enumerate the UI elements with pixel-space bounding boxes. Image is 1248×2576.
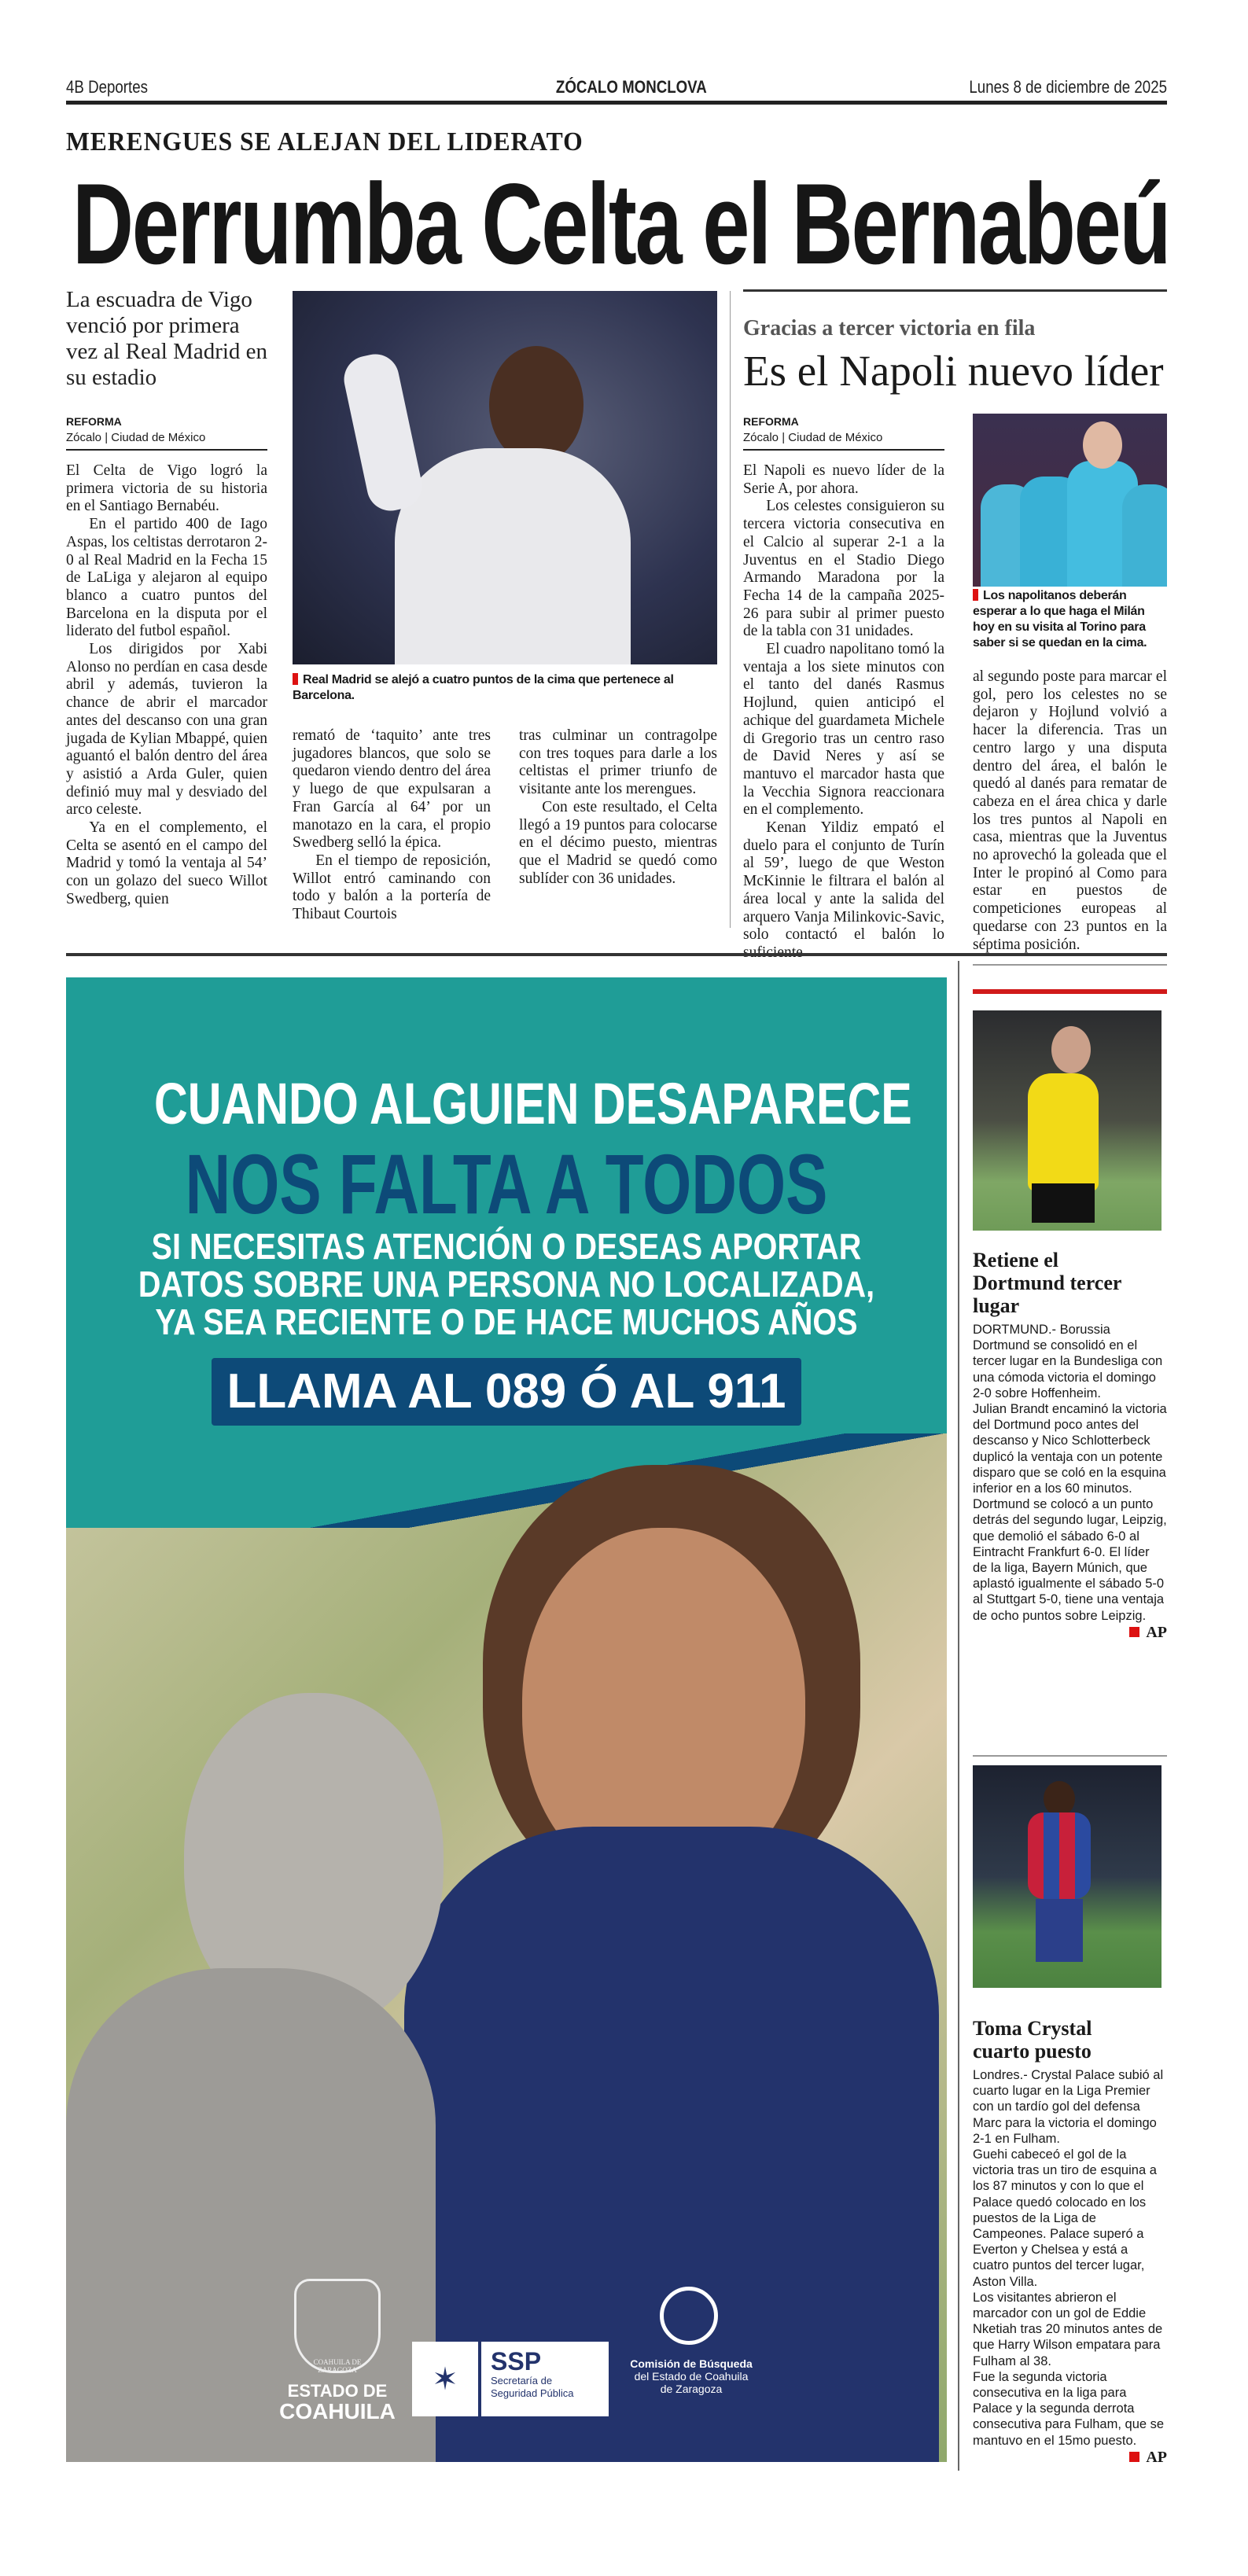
napoli-title: Es el Napoli nuevo líder — [743, 347, 1164, 395]
main-col-1 — [66, 462, 267, 909]
newspaper-name: ZÓCALO MONCLOVA — [555, 77, 707, 97]
paragraph: El cuadro napolitano tomó la ventaja a los siete minutos con el tanto del danés Rasmus Hojlund, quien anticipó el achique del guardameta Michele di Gregorio tras un centro raso de David Neres y así se mantuvo el marcador hasta que la Vecchia Signora reaccionara en el complemento. — [743, 641, 944, 819]
logo-line: Comisión de Búsqueda — [630, 2357, 753, 2370]
paragraph: remató de ‘taquito’ ante tres jugadores blancos, que solo se quedaron viendo dentro del área y luego de que expulsaran a Fran García al 64’ por un manotazo en la cara, el propio Swedberg selló la épica. — [293, 727, 491, 852]
main-photo-caption — [293, 672, 721, 704]
section-rule — [66, 953, 1167, 956]
paragraph: tras culminar un contragolpe con tres toques para darle a los celtistas el primer triunfo de visitante ante los merengues. — [519, 727, 717, 798]
napoli-byline — [743, 415, 944, 451]
column-divider — [730, 291, 731, 928]
logo-line: ESTADO DE — [287, 2381, 388, 2401]
story-body — [973, 2067, 1167, 2449]
paragraph: Los dirigidos por Xabi Alonso no perdían en casa desde abril y además, tuvieron la chance de abrir el marcador antes del descanso con una gran jugada de Kylian Mbappé, quien aguantó el balón dentro del área y asistió a Arda Guler, quien definió muy mal y desviado del arco celeste. — [66, 641, 267, 819]
issue-date: Lunes 8 de diciembre de 2025 — [969, 77, 1167, 97]
logo-estado-coahuila — [263, 2381, 412, 2422]
sidebar-accent-rule — [973, 989, 1167, 994]
napoli-photo-caption — [973, 588, 1167, 651]
paragraph: Los visitantes abrieron el marcador con un gol de Eddie Nketiah tras 20 minutos antes de que Harry Wilson empatara para Fulham al 38. — [973, 2290, 1163, 2368]
logo-line: de Zaragoza — [660, 2383, 723, 2395]
main-col-3 — [519, 727, 717, 888]
main-byline — [66, 415, 267, 451]
credit-text: AP — [1146, 1623, 1167, 1641]
sidebar-story-dortmund — [973, 1249, 1167, 1642]
credit-marker — [1129, 2452, 1139, 2462]
ad-body-line: DATOS SOBRE UNA PERSONA NO LOCALIZADA, — [138, 1264, 875, 1305]
ad-diagonal-band — [66, 1433, 947, 1528]
story-title: Retiene el Dortmund tercer lugar — [973, 1249, 1121, 1317]
caption-text: Los napolitanos deberán esperar a lo que haga el Milán hoy en su visita al Torino para saber si se quedan en la cima. — [973, 589, 1147, 650]
napoli-players-photo — [973, 414, 1167, 587]
paragraph: Kenan Yildiz empató el duelo para el conjunto de Turín al 59’, luego de que Weston McKinnie le filtrara el balón al área local y ante la salida del arquero Vanja Milinkovic-Savic, solo contactó el balón lo — [743, 819, 944, 944]
paragraph: DORTMUND.- Borussia Dortmund se consolidó en el tercer lugar en la Bundesliga con una cómoda victoria el domingo 2-0 sobre Hoffenheim. — [973, 1323, 1163, 1400]
caption-marker — [973, 589, 978, 601]
napoli-col-2 — [973, 668, 1167, 954]
real-madrid-player-photo — [293, 291, 717, 664]
paragraph: Julian Brandt encaminó la victoria del Dortmund poco antes del descanso y Nico Schlotterbeck duplicó la ventaja con un potente disparo que se coló en la esquina inferior en a los 60 minutos. — [973, 1402, 1167, 1496]
logo-line: Secretaría de — [491, 2375, 553, 2386]
main-kicker: MERENGUES SE ALEJAN DEL LIDERATO — [66, 127, 584, 156]
header-rule — [66, 101, 1167, 105]
coahuila-seal-icon — [294, 2279, 381, 2373]
logo-line: COAHUILA — [279, 2399, 396, 2423]
byline-place: Zócalo | Ciudad de México — [743, 431, 883, 444]
paragraph: El Celta de Vigo logró la primera victoria de su historia en el Santiago Bernabéu. — [66, 462, 267, 515]
logo-ssp — [412, 2342, 609, 2416]
ad-line-1: CUANDO ALGUIEN DESAPARECE — [154, 1071, 912, 1136]
credit-marker — [1129, 1627, 1139, 1637]
story-credit — [973, 2449, 1167, 2467]
ssp-text — [481, 2342, 609, 2416]
story-title: Toma Crystal cuarto puesto — [973, 2017, 1092, 2063]
paragraph: En el partido 400 de Iago Aspas, los celtistas derrotaron 2-0 al Real Madrid en la Fecha 15 de LaLiga y alejaron al equipo blanco a cuatro puntos del Barcelona en la disputa por el liderato del futbol español. — [66, 516, 267, 640]
napoli-col-1 — [743, 462, 944, 962]
shield-star-icon: ✶ — [412, 2342, 478, 2416]
paragraph: Ya en el complemento, el Celta se asentó en el campo del Madrid y tomó la ventaja al 54’ con un golazo del sueco Willot Swedberg, quien — [66, 819, 267, 907]
paragraph: Londres.- Crystal Palace subió al cuarto lugar en la Liga Premier con un tardío gol del defensa Marc para la victoria el domingo 2-1 en Fulham. — [973, 2068, 1164, 2146]
logo-line: del Estado de Coahuila — [634, 2370, 749, 2383]
byline-agency: REFORMA — [743, 415, 799, 428]
main-col-2 — [293, 727, 491, 924]
story-credit — [973, 1624, 1167, 1642]
byline-place: Zócalo | Ciudad de México — [66, 431, 206, 444]
credit-text: AP — [1146, 2448, 1167, 2466]
main-deck: La escuadra de Vigo venció por primera vez al Real Madrid en su estadio — [66, 287, 268, 390]
paragraph: El Napoli es nuevo líder de la Serie A, por ahora. — [743, 462, 944, 497]
missing-persons-ad — [66, 977, 947, 2462]
sidebar-rule — [973, 964, 1167, 966]
paragraph: Guehi cabeceó el gol de la victoria tras un tiro de esquina a los 87 minutos y con lo que el Palace quedó colocado en los puestos de la Liga de Campeones. Palace superó a Everton y Chelsea y está a cuatro puntos del tercer lugar, Aston Villa. — [973, 2147, 1157, 2289]
ad-body-line: SI NECESITAS ATENCIÓN O DESEAS APORTAR — [151, 1226, 862, 1267]
dortmund-player-photo — [973, 1010, 1161, 1231]
ssp-abbr: SSP — [491, 2347, 542, 2375]
comision-busqueda-emblem-icon — [660, 2287, 718, 2345]
byline-rule — [66, 449, 267, 451]
caption-marker — [293, 673, 298, 685]
ad-body-line: YA SEA RECIENTE O DE HACE MUCHOS AÑOS — [155, 1301, 858, 1342]
byline-rule — [743, 449, 944, 451]
main-headline: Derrumba Celta el Bernabeú — [72, 160, 1170, 288]
section-label: 4B Deportes — [66, 77, 148, 97]
paragraph: En el tiempo de reposición, Willot entró caminando con todo y balón a la portería de Thibaut Courtois — [293, 852, 491, 923]
paragraph: Con este resultado, el Celta llegó a 19 puntos para colocarse en el décimo puesto, mientras que el Madrid se quedó como sublíder con 36 unidades. — [519, 798, 717, 887]
paragraph: Los celestes consiguieron su tercera victoria consecutiva en el Calcio al superar 2-1 a la Juventus en el Stadio Diego Armando Maradona por la Fecha 14 de la campaña 2025-26 para subir al primer puesto de la tabla con 31 unidades. — [743, 498, 944, 640]
seal-text: COAHUILA DE ZARAGOZA — [313, 2358, 362, 2374]
paragraph: al segundo poste para marcar el gol, pero los celestes no se dejaron y Hojlund volvió a hacer la diferencia. Tras un centro largo y una disputa dentro del área, el balón le quedó al danés para rematar de cabeza en el área chica y darle los tres puntos al Napoli en casa, mientras que la Juventus no aprovechó la goleada que el Inter le propinó al Como para estar en puestos de competiciones europeas al quedarse con 23 puntos en la séptima posición. — [973, 668, 1167, 953]
logo-line: Seguridad Pública — [491, 2387, 574, 2399]
sidebar-story-crystal-palace — [973, 2017, 1167, 2467]
napoli-top-rule — [743, 289, 1167, 292]
ad-line-2: NOS FALTA A TODOS — [185, 1136, 828, 1231]
story-body — [973, 1322, 1167, 1624]
ad-body — [127, 1227, 885, 1341]
sidebar-divider — [958, 961, 959, 2471]
crystal-palace-player-photo — [973, 1765, 1161, 1988]
napoli-kicker: Gracias a tercer victoria en fila — [743, 316, 1036, 340]
logo-comision-busqueda — [620, 2357, 762, 2395]
sidebar-rule — [973, 1755, 1167, 1757]
paragraph: Dortmund se colocó a un punto detrás del segundo lugar, Leipzig, que demolió el sábado 6-0 al Eintracht Frankfurt 6-0. El líder de la liga, Bayern Múnich, que aplastó igualmente el sábado 5-0 al Stuttgart 5-0, tiene una ventaja de ocho puntos sobre Leipzig. — [973, 1497, 1167, 1623]
byline-agency: REFORMA — [66, 415, 122, 428]
paragraph: Fue la segunda victoria consecutiva en la liga para Palace y la segunda derrota consecutiva para Fulham, que se mantuvo en el 15mo puesto. — [973, 2369, 1165, 2448]
ad-call-to-action: LLAMA AL 089 Ó AL 911 — [212, 1358, 801, 1426]
caption-text: Real Madrid se alejó a cuatro puntos de la cima que pertenece al Barcelona. — [293, 673, 674, 702]
